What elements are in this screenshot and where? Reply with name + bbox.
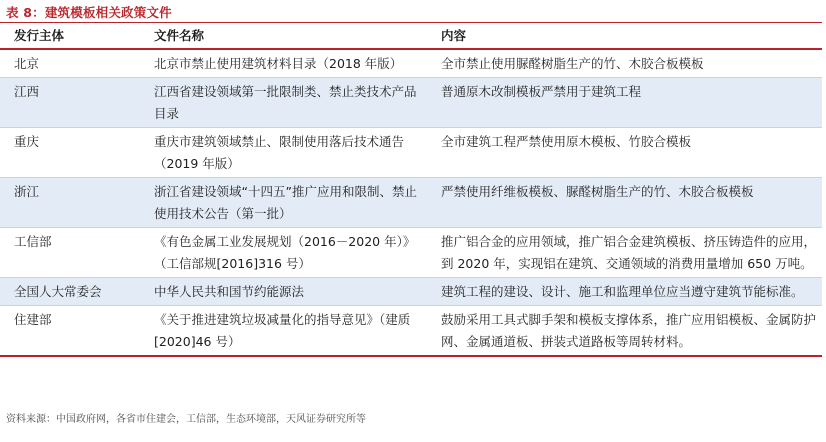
cell-content: 普通原木改制模板严禁用于建筑工程 xyxy=(427,78,822,128)
table-row xyxy=(0,128,822,178)
cell-content: 建筑工程的建设、设计、施工和监理单位应当遵守建筑节能标准。 xyxy=(427,278,822,306)
table-row xyxy=(0,228,822,278)
header-content: 内容 xyxy=(427,23,822,49)
cell-issuer: 重庆 xyxy=(0,128,140,178)
cell-document: 江西省建设领域第一批限制类、禁止类技术产品目录 xyxy=(140,78,427,128)
cell-document: 《有色金属工业发展规划（2016－2020 年）》（工信部规[2016]316 号） xyxy=(140,228,427,278)
source-note: 资料来源：中国政府网，各省市住建会，工信部，生态环境部，天风证券研究所等 xyxy=(6,414,366,425)
cell-document: 北京市禁止使用建筑材料目录（2018 年版） xyxy=(140,49,427,78)
table-header-row xyxy=(0,23,822,49)
cell-content: 全市禁止使用脲醛树脂生产的竹、木胶合板模板 xyxy=(427,49,822,78)
cell-document: 《关于推进建筑垃圾减量化的指导意见》（建质[2020]46 号） xyxy=(140,306,427,357)
cell-issuer: 江西 xyxy=(0,78,140,128)
cell-issuer: 浙江 xyxy=(0,178,140,228)
table-row xyxy=(0,178,822,228)
header-issuer: 发行主体 xyxy=(0,23,140,49)
cell-issuer: 住建部 xyxy=(0,306,140,357)
cell-content: 鼓励采用工具式脚手架和模板支撑体系，推广应用铝模板、金属防护网、金属通道板、拼装式道路板等周转材料。 xyxy=(427,306,822,357)
cell-content: 推广铝合金的应用领域，推广铝合金建筑模板、挤压铸造件的应用，到 2020 年，实现铝在建筑、交通领域的消费用量增加 650 万吨。 xyxy=(427,228,822,278)
cell-document: 浙江省建设领域“十四五”推广应用和限制、禁止使用技术公告（第一批） xyxy=(140,178,427,228)
cell-document: 中华人民共和国节约能源法 xyxy=(140,278,427,306)
cell-content: 全市建筑工程严禁使用原木模板、竹胶合模板 xyxy=(427,128,822,178)
cell-issuer: 全国人大常委会 xyxy=(0,278,140,306)
table-title: 表 8：建筑模板相关政策文件 xyxy=(6,5,172,20)
table-row xyxy=(0,306,822,357)
header-document: 文件名称 xyxy=(140,23,427,49)
cell-content: 严禁使用纤维板模板、脲醛树脂生产的竹、木胶合板模板 xyxy=(427,178,822,228)
policy-table xyxy=(0,23,822,357)
table-row xyxy=(0,49,822,78)
cell-issuer: 北京 xyxy=(0,49,140,78)
table-row xyxy=(0,78,822,128)
cell-issuer: 工信部 xyxy=(0,228,140,278)
cell-document: 重庆市建筑领域禁止、限制使用落后技术通告（2019 年版） xyxy=(140,128,427,178)
table-row xyxy=(0,278,822,306)
